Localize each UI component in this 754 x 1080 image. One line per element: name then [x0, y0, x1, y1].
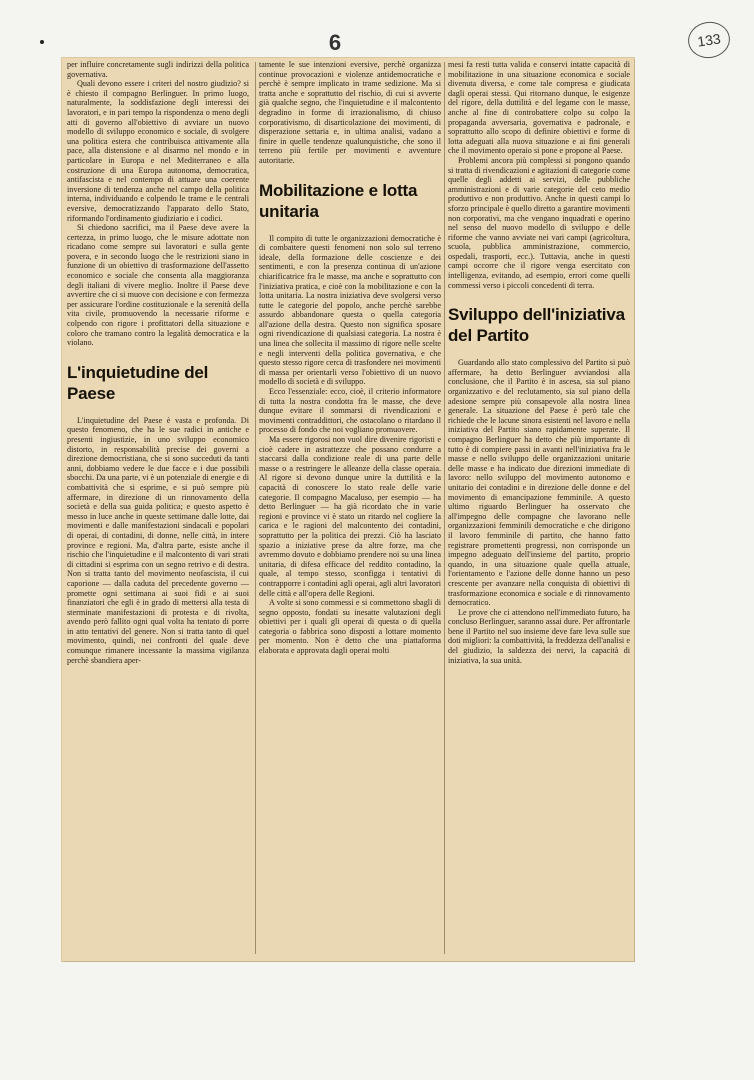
paragraph: tamente le sue intenzioni eversive, perchè organizza continue provocazioni e violenze antidemocratiche e perchè è sempre implicato in trame sedizione. Ma si tratta anche e soprattutto del rischio, di cui si avverte già qualche segno, che l'inquietudine e il malcontento degradino in forme di irrazionalismo, di chiuso corporativismo, di disarticolazione dei movimenti, di disperazione settaria e, in ultima analisi, vadano a finire in quelle tendenze qualunquistiche, che sono il terreno più fertile per movimenti e avventure autoritarie.: [259, 60, 441, 165]
section-heading: L'inquietudine del Paese: [67, 362, 209, 403]
article-column-1: [67, 60, 249, 956]
column-rule: [444, 62, 445, 954]
section-heading: Sviluppo dell'iniziativa del Partito: [448, 305, 625, 346]
paragraph: Ma essere rigorosi non vuol dire divenire rigoristi e cioè cadere in astrattezze che possano condurre a staccarsi dalla condizione reale di una parte delle masse o a restringere le alleanze della classe operaia. Al rigore si devono dunque unire la duttilità e la capacità di conoscere lo stato reale delle varie categorie. Il compagno Macaluso, per esempio — ha detto Berlinguer — ha già ricordato che in varie regioni e province vi è stato un ritardo nel cogliere la carica e le ragioni del malcontento dei contadini, soprattutto per la politica dei prezzi. Ciò ha lasciato spazio a iniziative prese da altre forze, ma che avremmo dovuto e dobbiamo prendere noi su una linea unitaria, di difesa efficace del reddito contadino, la quale, al tempo stesso, sconfigga i tentativi di contrapporre i contadini agli operai, agli altri lavoratori delle città e all'opera delle Regioni.: [259, 435, 441, 598]
paragraph: Problemi ancora più complessi si pongono quando si tratta di rivendicazioni e agitazioni di categorie come quelle degli addetti ai servizi, delle pubbliche amministrazioni e di varie categorie del ceto medio produttivo e non produttivo. Anche in questi campi lo sforzo principale è quello diretto a garantire movimenti non corporativi, ma che vengano inquadrati e operino nel senso del nuovo modello di sviluppo e delle riforme che vanno avviate nei vari campi (agricoltura, scuola, pubblica amministrazione, commercio, ospedali, trasporti, ecc.). Tuttavia, anche in questi campi occorre che il rigore venga esercitato con intelligenza, evitando, ad esempio, errori come quelli commessi verso i piccoli concedenti di terra.: [448, 155, 630, 290]
newspaper-clipping: [62, 58, 634, 961]
article-column-3: [448, 60, 630, 956]
page-number: 6: [328, 30, 342, 55]
paragraph: Le prove che ci attendono nell'immediato futuro, ha concluso Berlinguer, saranno assai dure. Per affrontarle bene il Partito nel suo insieme deve fare leva sulle sue doti migliori: la combattività, la freddezza dell'analisi e del giudizio, la saldezza dei nervi, la capacità di iniziativa, la sua unità.: [448, 607, 630, 665]
section-heading: Mobilitazione e lotta unitaria: [259, 180, 418, 221]
paragraph: per influire concretamente sugli indirizzi della politica governativa.: [67, 60, 249, 79]
paragraph: Il compito di tutte le organizzazioni democratiche è di combattere questi fenomeni non solo sul terreno ideale, della formazione delle coscienze e dei sentimenti, e con la presenza continua di un'azione chiarificatrice fra le masse, ma anche e soprattutto con l'iniziativa pratica, e cioè con la mobilitazione e con la lotta unitaria. La nostra iniziativa deve svolgersi verso tutte le categorie del popolo, anche perchè sarebbe assurdo abbandonare questa o quella categoria all'azione della destra. Questo non significa sposare ogni rivendicazione di qualsiasi categoria. La nostra è una linea che sollecita il massimo di rigore nelle scelte e negli interventi della politica governativa, e che questo stesso rigore cerca di trasfondere nei movimenti di massa per orientarli verso l'obiettivo di un nuovo modello di società e di sviluppo.: [259, 233, 441, 387]
paragraph: Si chiedono sacrifici, ma il Paese deve avere la certezza, in primo luogo, che le misure adottate non ricadano come sempre sui lavoratori e sulla gente povera, e in secondo luogo che le restrizioni siano in funzione di un obiettivo di trasformazione dell'assetto economico e sociale che consenta alla maggioranza degli italiani di vivere meglio. Inoltre il Paese deve avvertire che ci si muove con decisione e con fermezza per assicurare l'ordine costituzionale e la serenità della vita civile, promuovendo la necessarie riforme e colpendo con rigore i profittatori della situazione e coloro che tramano contro la legalità democratica e la violano.: [67, 223, 249, 348]
column-rule: [255, 62, 256, 954]
ink-dot: [40, 40, 44, 44]
paragraph: mesi fa resti tutta valida e conservi intatte capacità di mobilitazione in una situazione economica e sociale divenuta diversa, e come tale compresa e giudicata dagli operai stessi. Qui ritornano dunque, le esigenze del rigore, della duttilità e del legame con le masse, anche al fine di controbattere colpo su colpo la propaganda avversaria, governativa e padronale, e soprattutto allo scopo di definire obiettivi e forme di lotta adeguati alla nuova situazione e ai fini generali che il movimento operaio si pone e propone al Paese.: [448, 60, 630, 156]
archive-number-stamp: 133: [686, 19, 733, 60]
paragraph: L'inquietudine del Paese è vasta e profonda. Di questo fenomeno, che ha le sue radici in antiche e presenti ingiustizie, in uno sviluppo economico distorto, in responsabilità precise dei governi a direzione democristiana, che si sono succeduti da tanti anni, dobbiamo vedere le due facce e i due possibili sbocchi. Da una parte, vi è un potenziale di energie e di combattività che si esprime, e si può sempre più affermare, in direzione di un rinnovamento della società e della sua guida politica; e questo aspetto è messo in luce anche in queste settimane dalle lotte, dai movimenti e dalle manifestazioni sindacali e popolari di operai, di contadini, di donne, nelle città, in intere province e regioni. Ma, d'altra parte, esiste anche il rischio che l'inquietudine e il malcontento di vari strati di cittadini si esprima con un segno retrivo e di destra. Non si tratta tanto del movimento neofascista, il cui caporione — dalla caduta del precedente governo — promette ogni settimana ai suoi fidi e ai suoi finanziatori che egli è in grado di mettersi alla testa di sterminate manifestazioni di protesta e di rivolta, avendo però fallito ogni qual volta ha tentato di porre in atto tentativi del genere. Non si tratta tanto di quel movimento, quindi, nei confronti del quale deve comunque rimanere incessante la massima vigilanza perchè sbandiera aper-: [67, 415, 249, 665]
article-column-2: [259, 60, 441, 956]
paragraph: Guardando allo stato complessivo del Partito si può affermare, ha detto Berlinguer avviandosi alla conclusione, che il Partito è in ascesa, sia sul piano organizzativo e del reclutamento, sia sul piano della adesione sempre più consapevole alla nostra linea generale. La situazione del Paese è però tale che richiede che le lacune sinora esistenti nel lavoro e nella iniziativa del Partito siano rapidamente superate. Il compagno Berlinguer ha detto che più importante di tutto è di compiere passi in avanti nell'iniziativa fra le masse e nello sviluppo delle organizzazioni unitarie delle masse e ha indicato due direzioni immediate di lavoro: nello sviluppo del movimento autonomo e unitario dei contadini e in direzione delle donne e del movimento di emancipazione femminile. A questo ultimo riguardo Berlinguer ha osservato che all'impegno delle compagne che lavorano nelle organizzazioni femminili democratiche e che dirigono il lavoro femminile di partito, che hanno fatto registrare promettenti progressi, non corrisponde un impegno adeguato dell'insieme del partito, proprio quando, in una situazione quale quella attuale, l'orientamento e l'azione delle donne hanno un peso crescente per avanzare nella conquista di obiettivi di trasformazione economica e sociale e di rinnovamento democratico.: [448, 358, 630, 608]
paragraph: Ecco l'essenziale: ecco, cioè, il criterio informatore di tutta la nostra condotta fra le masse, che deve dunque evitare il sommarsi di rivendicazioni e movimenti contraddittori, che ostacolano o ritardano il processo di fondo che noi vogliano promuovere.: [259, 387, 441, 435]
paragraph: Quali devono essere i criteri del nostro giudizio? si è chiesto il compagno Berlinguer. In primo luogo, naturalmente, la soddisfazione degli interessi dei lavoratori, e in pari tempo la rispondenza o meno degli atti di governo all'obiettivo di avviare un nuovo modello di sviluppo economico e sociale, di svolgere una politica estera che contribuisca attivamente alla pace, alla distensione e al disarmo nel mondo e in particolare in Europa e nel Mediterraneo e alla costruzione di una Europa autonoma, democratica, antifascista e nel contempo di attuare una coerente inversione di tendenza anche nel campo della politica interna, individuando e colpendo le trame e le centrali eversive, democratizzando l'apparato dello Stato, riformando l'ordinamento giudiziario e i codici.: [67, 79, 249, 223]
paragraph: A volte si sono commessi e si commettono sbagli di segno opposto, fondati su inesatte valutazioni degli obiettivi per i quali gli operai di questa o di quella categoria o fabbrica sono disposti a lottare momento per momento. Non è detto che una piattaforma elaborata e approvata dagli operai molti: [259, 598, 441, 656]
